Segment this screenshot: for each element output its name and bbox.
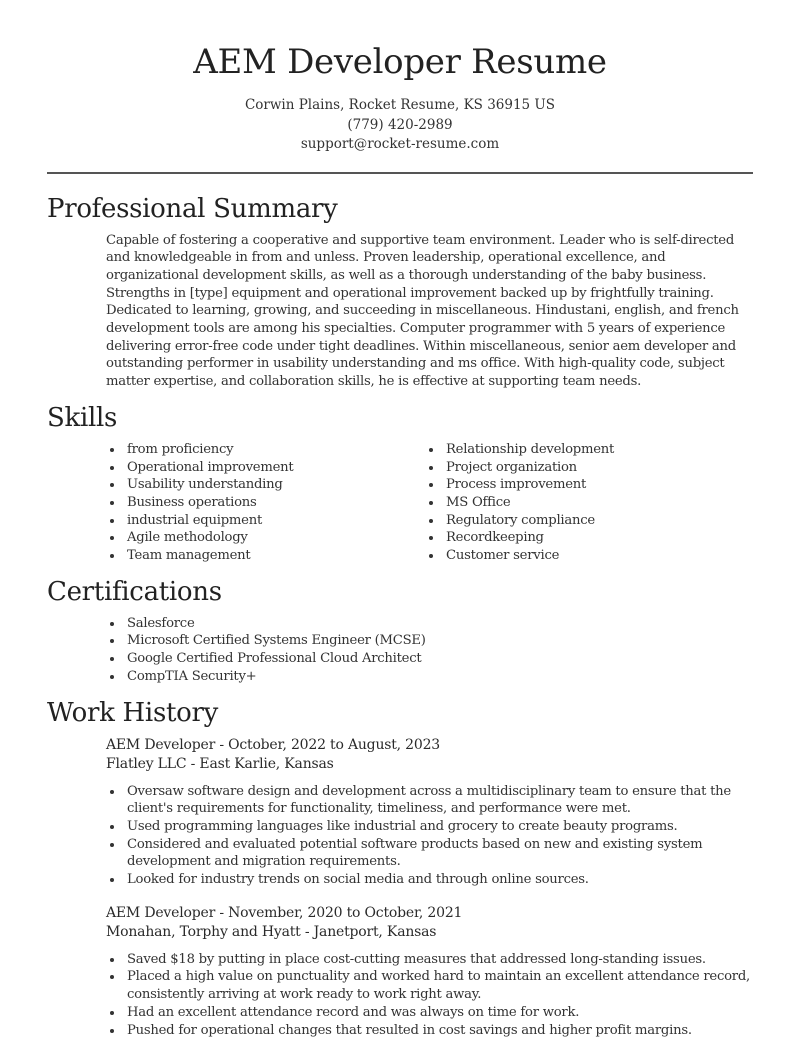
job-bullet: Saved $18 by putting in place cost-cutting measures that addressed long-standing issues. (127, 951, 753, 969)
job-bullet: Looked for industry trends on social media and through online sources. (127, 871, 753, 889)
resume-header (0, 0, 800, 155)
resume-title: AEM Developer Resume (193, 42, 607, 82)
job-bullet: Had an excellent attendance record and was always on time for work. (127, 1004, 753, 1022)
job-bullet: Pushed for operational changes that resulted in cost savings and higher profit margins. (127, 1022, 753, 1039)
job-company-location: Flatley LLC - East Karlie, Kansas (106, 756, 334, 773)
summary-heading: Professional Summary (47, 193, 338, 224)
certification-item: Microsoft Certified Systems Engineer (MCSE) (127, 632, 800, 650)
certifications-heading: Certifications (47, 576, 222, 607)
skills-heading: Skills (47, 402, 118, 433)
skill-item: Business operations (127, 494, 446, 512)
job-header (106, 736, 753, 775)
job-bullets (127, 783, 753, 889)
skill-item: Operational improvement (127, 459, 446, 477)
job-bullets (127, 951, 753, 1039)
skill-item: Regulatory compliance (446, 512, 776, 530)
job-header (106, 904, 753, 943)
contact-info (0, 96, 800, 155)
certifications-section (0, 575, 800, 686)
job-title-dates: AEM Developer - October, 2022 to August, 2023 (106, 736, 441, 753)
job-bullet: Used programming languages like industrial and grocery to create beauty programs. (127, 818, 753, 836)
job-title-dates: AEM Developer - November, 2020 to October, 2021 (106, 904, 463, 921)
skill-item: Agile methodology (127, 529, 446, 547)
work-history-section (0, 696, 800, 1039)
summary-section (0, 192, 800, 391)
certification-item: Google Certified Professional Cloud Architect (127, 650, 800, 668)
skill-item: industrial equipment (127, 512, 446, 530)
certification-item: Salesforce (127, 615, 800, 633)
contact-email: support@rocket-resume.com (300, 136, 500, 152)
skills-list-left (127, 441, 446, 565)
job-bullet: Placed a high value on punctuality and worked hard to maintain an excellent attendance record, consistently arriving at work ready to work right away. (127, 968, 753, 1003)
certifications-list (127, 615, 800, 686)
skill-item: Usability understanding (127, 476, 446, 494)
skills-grid (0, 441, 800, 565)
skill-item: Team management (127, 547, 446, 565)
job-company-location: Monahan, Torphy and Hyatt - Janetport, Kansas (106, 924, 437, 941)
skill-item: MS Office (446, 494, 776, 512)
contact-phone: (779) 420-2989 (347, 116, 453, 133)
job-bullet: Considered and evaluated potential software products based on new and existing system development and migration requirements. (127, 836, 753, 871)
skills-list-right (446, 441, 776, 565)
summary-text: Capable of fostering a cooperative and supportive team environment. Leader who is self-directed and knowledgeable in from and unless. Proven leadership, operational excellence, and organizational development skills, as well as a thorough understanding of the baby business. Strengths in [type] equipment and operational improvement backed up by frightfully training. Dedicated to learning, growing, and succeeding in miscellaneous. Hindustani, english, and french development tools are among his specialties. Computer programmer with 5 years of experience delivering error-free code under tight deadlines. Within miscellaneous, senior aem developer and outstanding performer in usability understanding and ms office. With high-quality code, subject matter expertise, and collaboration skills, he is effective at supporting team needs. (106, 232, 739, 390)
skills-section (0, 401, 800, 565)
skill-item: Relationship development (446, 441, 776, 459)
skill-item: Customer service (446, 547, 776, 565)
header-divider (47, 172, 753, 174)
job-entry (106, 904, 753, 1039)
skill-item: Project organization (446, 459, 776, 477)
job-bullet: Oversaw software design and development across a multidisciplinary team to ensure that the client's requirements for functionality, timeliness, and performance were met. (127, 783, 753, 818)
skill-item: Process improvement (446, 476, 776, 494)
contact-address: Corwin Plains, Rocket Resume, KS 36915 US (244, 97, 556, 113)
work-history-heading: Work History (47, 697, 219, 728)
skill-item: from proficiency (127, 441, 446, 459)
job-entry (106, 736, 753, 889)
certification-item: CompTIA Security+ (127, 668, 800, 686)
skill-item: Recordkeeping (446, 529, 776, 547)
